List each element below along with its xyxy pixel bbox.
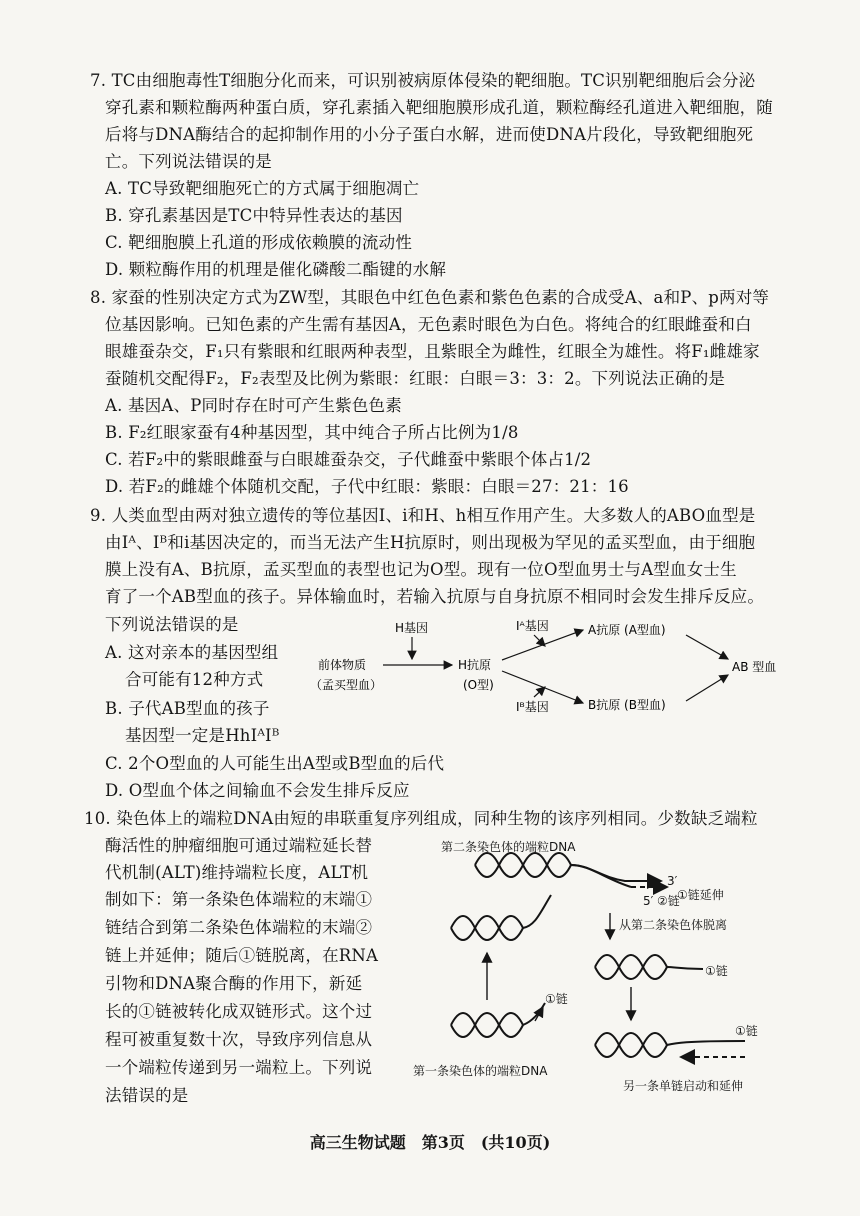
helix-new-strand [595,1033,667,1057]
helix-first-chrom-joined [451,916,523,940]
ib-gene-arrow [534,687,545,697]
q8-stem-line: 蚕随机交配得F₂，F₂表型及比例为紫眼：红眼：白眼＝3：3：2。下列说法正确的是 [105,369,726,388]
other-strand-label: 另一条单链启动和延伸 [623,1079,744,1093]
q9-option-a-cont: 合可能有12种方式 [125,670,264,689]
helix-detached [595,955,667,979]
q9-option-c: C. 2个O型血的人可能生出A型或B型血的后代 [105,754,445,773]
precursor-note: （孟买型血） [310,678,383,692]
a-antigen-label: A抗原 (A型血) [588,623,666,637]
telomere-alt-diagram [405,835,800,1105]
q10-stem-line: 一个端粒传递到另一端粒上。下列说 [105,1058,373,1077]
blood-type-diagram [300,615,780,720]
ib-gene-label: Iᴮ基因 [516,700,549,714]
b-to-ab-arrow [686,675,728,701]
three-prime-label: 3′ [667,874,678,888]
q9-stem-line: 膜上没有A、B抗原，孟买型血的表型也记为O型。现有一位O型血男士与A型血女士生 [105,560,737,579]
chain1-new-label: ①链 [735,1024,758,1038]
q9-stem-line: 下列说法错误的是 [105,615,239,634]
q9-option-a: A. 这对亲本的基因型组 [105,643,279,662]
chain1-detached-label: ①链 [705,964,728,978]
q8-option-a: A. 基因A、P同时存在时可产生紫色色素 [105,396,402,415]
q10-stem-line: 链上并延伸；随后①链脱离，在RNA [105,946,379,965]
chain2-label: ②链 [657,894,680,908]
a-to-ab-arrow [686,635,728,659]
q9-option-b-cont: 基因型一定是HhIᴬIᴮ [125,726,280,745]
q10-stem-line: 酶活性的肿瘤细胞可通过端粒延长替 [105,836,373,855]
q7-stem-line: 7. TC由细胞毒性T细胞分化而来，可识别被病原体侵染的靶细胞。TC识别靶细胞后会分泌 [90,71,756,90]
ia-gene-arrow [534,635,545,646]
q10-stem-line: 制如下：第一条染色体端粒的末端① [105,890,373,909]
q10-stem-line: 程可被重复数十次，导致序列信息从 [105,1030,373,1049]
q8-stem-line: 8. 家蚕的性别决定方式为ZW型，其眼色中红色色素和紫色色素的合成受A、a和P、p两对等 [90,288,770,307]
q7-stem-line: 穿孔素和颗粒酶两种蛋白质，穿孔素插入靶细胞膜形成孔道，颗粒酶经孔道进入靶细胞，随 [105,98,773,117]
q10-stem-line: 长的①链被转化成双链形式。这个过 [105,1002,373,1021]
page-footer: 高三生物试题 第3页 (共10页) [309,1133,551,1152]
q8-stem-line: 眼雄蚕杂交，F₁只有紫眼和红眼两种表型，且紫眼全为雌性，红眼全为雄性。将F₁雌雄家 [105,342,760,361]
h-antigen-note: (O型) [463,678,494,692]
q8-option-c: C. 若F₂中的紫眼雌蚕与白眼雄蚕杂交，子代雌蚕中紫眼个体占1/2 [105,450,592,469]
h-gene-label: H基因 [395,621,429,635]
chain1-first-label: ①链 [545,992,568,1006]
to-a-arrow [502,630,583,660]
first-chrom-label: 第一条染色体的端粒DNA [413,1064,548,1078]
q9-stem-line: 育了一个AB型血的孩子。异体输血时，若输入抗原与自身抗原不相同时会发生排斥反应。 [105,587,765,606]
detach-label: 从第二条染色体脱离 [619,918,728,932]
q7-option-a: A. TC导致靶细胞死亡的方式属于细胞凋亡 [105,179,420,198]
q9-stem-line: 9. 人类血型由两对独立遗传的等位基因I、i和H、h相互作用产生。大多数人的ABO血型是 [90,506,756,525]
chain1-extend-label: ①链延伸 [677,888,724,902]
q10-stem-line: 法错误的是 [105,1086,189,1105]
ab-type-label: AB 型血 [732,660,777,674]
five-prime-label: 5′ [643,894,654,908]
q10-stem-line: 引物和DNA聚合酶的作用下，新延 [105,974,363,993]
q8-option-d: D. 若F₂的雌雄个体随机交配，子代中红眼：紫眼：白眼＝27：21：16 [105,477,629,496]
b-antigen-label: B抗原 (B型血) [588,698,666,712]
h-antigen-label: H抗原 [458,658,492,672]
q7-stem-line: 亡。下列说法错误的是 [105,152,272,171]
q7-option-d: D. 颗粒酶作用的机理是催化磷酸二酯键的水解 [105,260,447,279]
second-chrom-label: 第二条染色体的端粒DNA [441,840,576,854]
q8-stem-line: 位基因影响。已知色素的产生需有基因A，无色素时眼色为白色。将纯合的红眼雌蚕和白 [105,315,752,334]
q10-stem-line: 10. 染色体上的端粒DNA由短的串联重复序列组成，同种生物的该序列相同。少数缺乏端粒 [84,809,758,828]
q9-option-d: D. O型血个体之间输血不会发生排斥反应 [105,781,410,800]
q7-option-c: C. 靶细胞膜上孔道的形成依赖膜的流动性 [105,233,413,252]
to-b-arrow [502,671,583,703]
q10-stem-line: 代机制(ALT)维持端粒长度，ALT机 [105,863,369,882]
ia-gene-label: Iᴬ基因 [516,619,549,633]
precursor-label: 前体物质 [318,658,367,672]
q8-option-b: B. F₂红眼家蚕有4种基因型，其中纯合子所占比例为1/8 [105,423,519,442]
q10-stem-line: 链结合到第二条染色体端粒的末端② [105,918,373,937]
q9-stem-line: 由Iᴬ、Iᴮ和i基因决定的，而当无法产生H抗原时，则出现极为罕见的孟买型血，由于细胞 [105,533,756,552]
q7-option-b: B. 穿孔素基因是TC中特异性表达的基因 [105,206,403,225]
helix-first-chrom [451,1013,523,1037]
q7-stem-line: 后将与DNA酶结合的起抑制作用的小分子蛋白水解，进而使DNA片段化，导致靶细胞死 [105,125,754,144]
q9-option-b: B. 子代AB型血的孩子 [105,699,270,718]
